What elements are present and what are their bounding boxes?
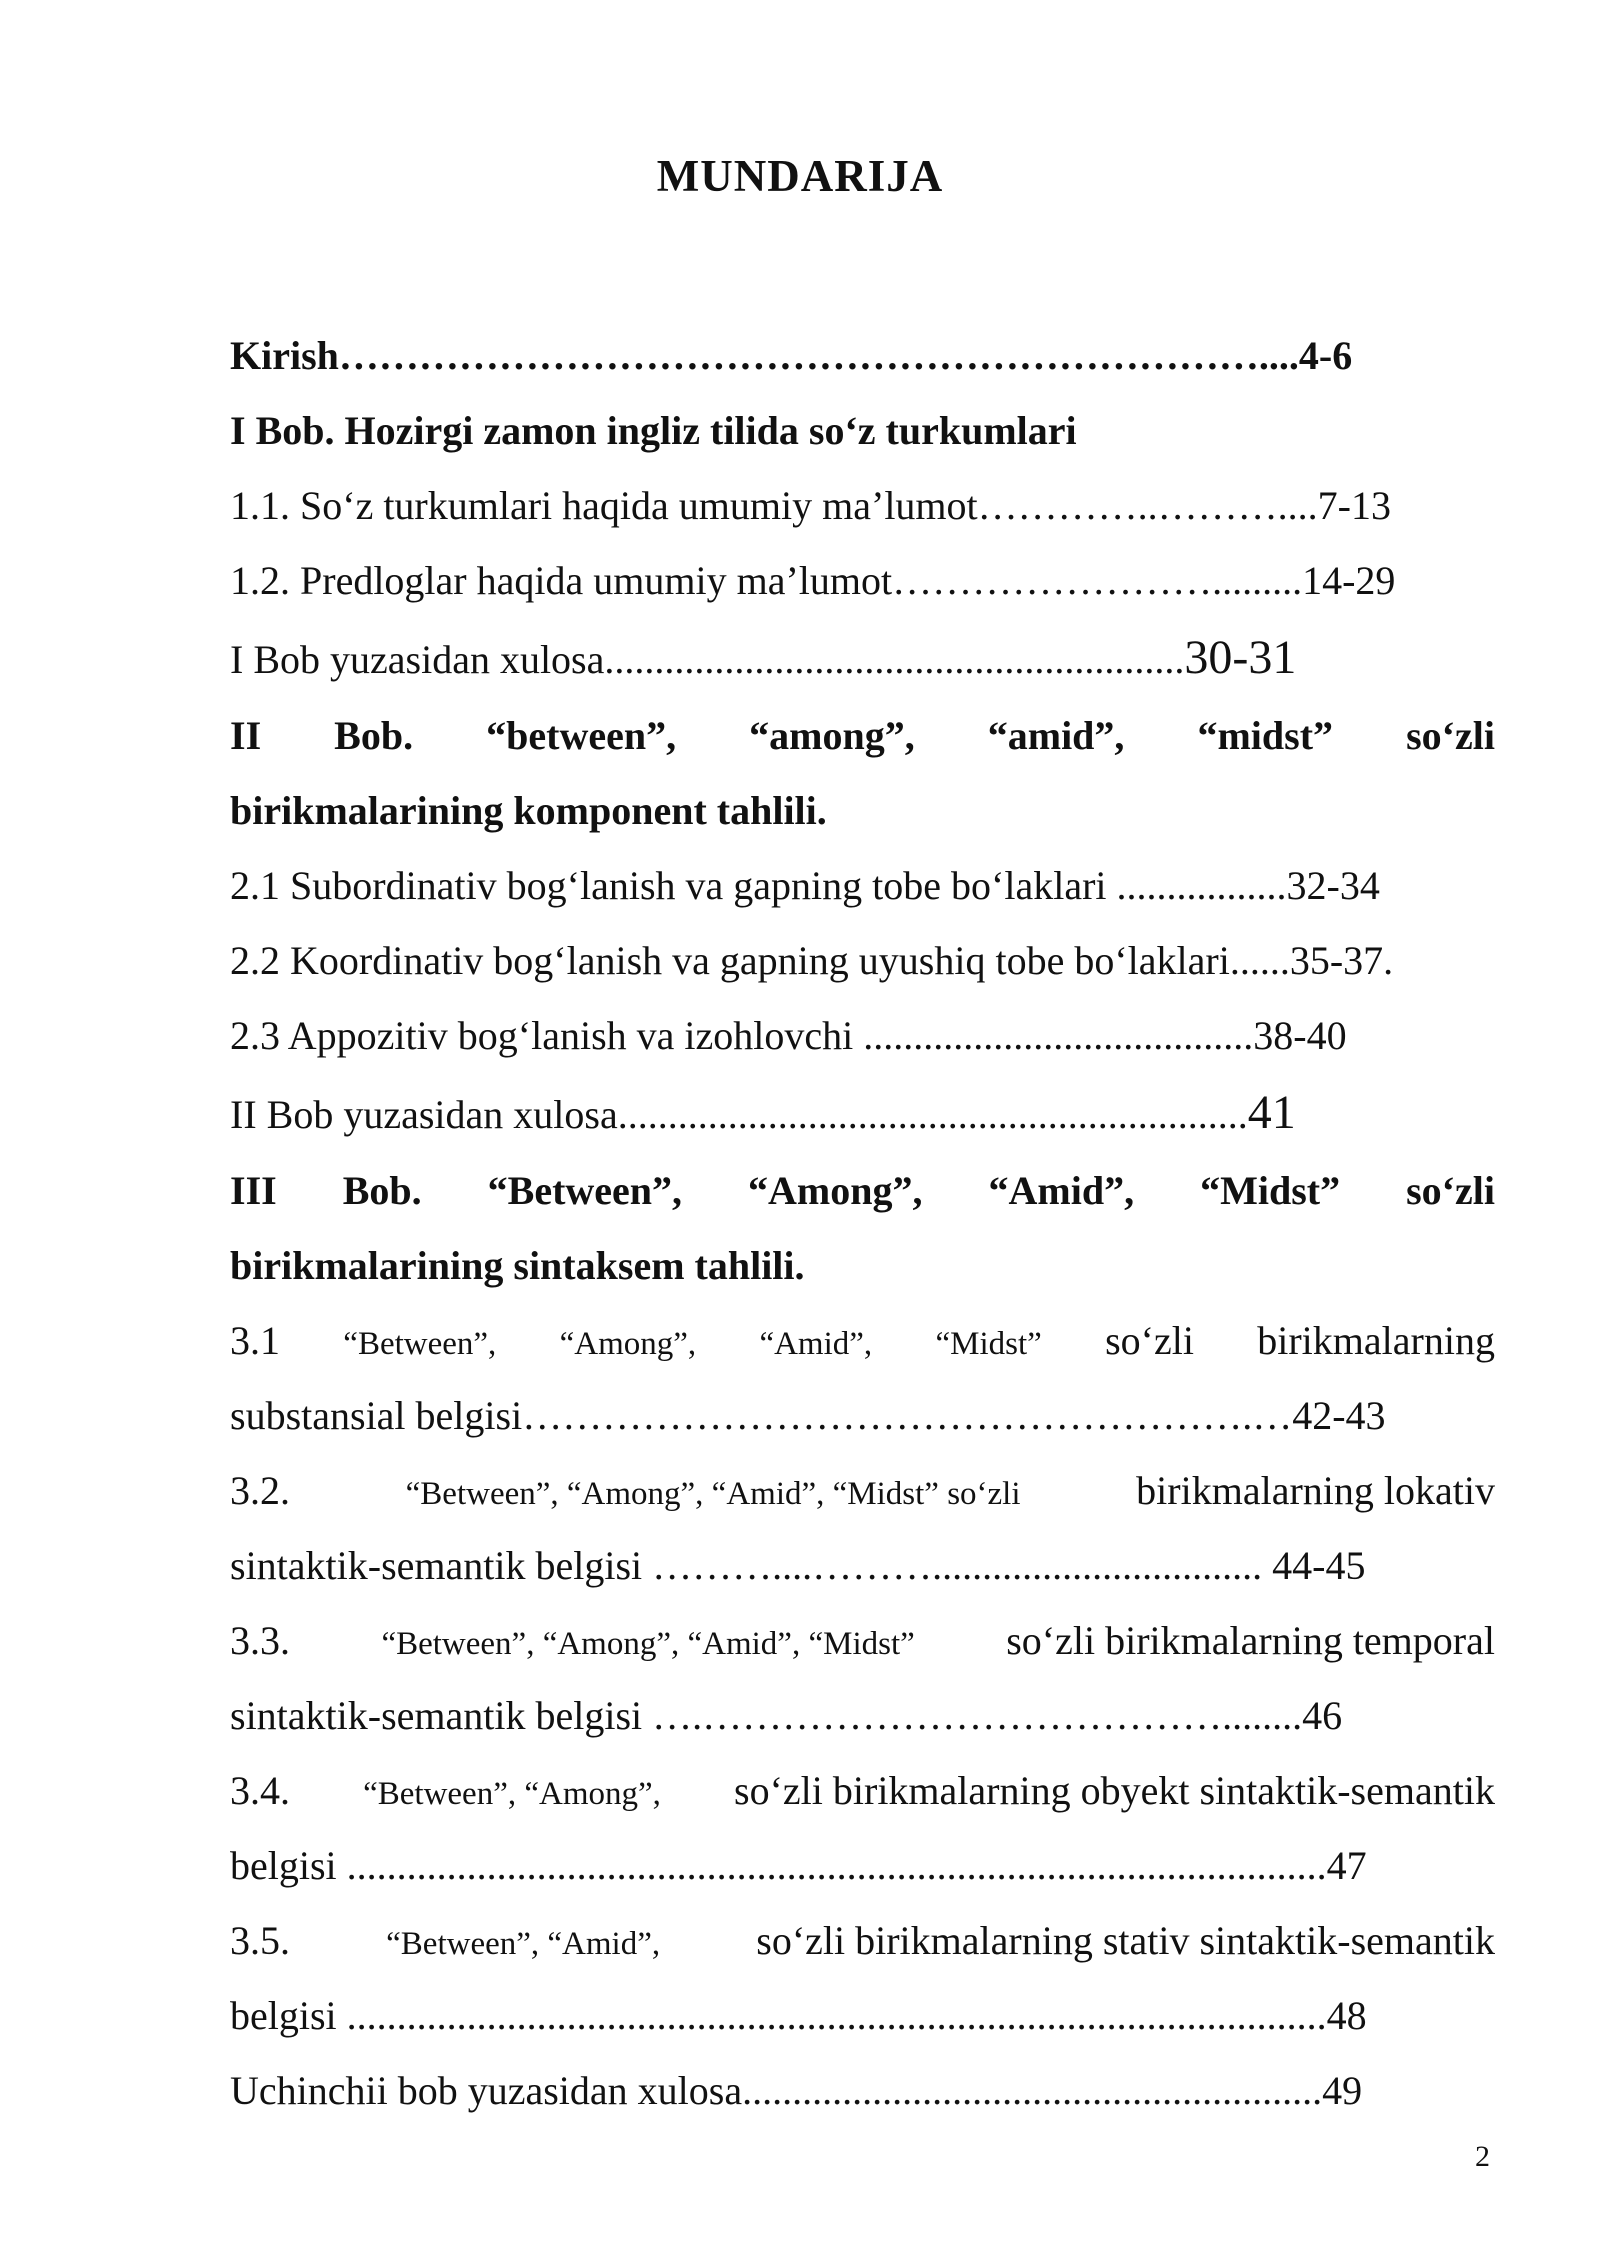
table-of-contents <box>230 318 1495 2128</box>
entry-3-1-word: “Between”, <box>343 1326 497 1362</box>
entry-number: 3.4. <box>230 1768 290 1813</box>
chapter-2-word: “amid”, <box>987 713 1125 758</box>
entry-3-1-word: “Among”, <box>559 1326 697 1362</box>
chapter-3-word: “Amid”, <box>988 1168 1135 1213</box>
entry-number: 3.5. <box>230 1918 290 1963</box>
chapter-3-word: “Midst” <box>1200 1168 1341 1213</box>
conclusion-page: 41 <box>1247 1086 1296 1139</box>
toc-entry-chapter-1-conclusion <box>230 618 1495 698</box>
toc-entry-2-3: 2.3 Appozitiv bog‘lanish va izohlovchi .......................................38-40 <box>230 1013 1347 1058</box>
chapter-2-word: “midst” <box>1197 713 1334 758</box>
toc-entry-3-1-line-1 <box>230 1303 1495 1378</box>
toc-chapter-2-title-line-1 <box>230 698 1495 773</box>
chapter-3-word: “Between”, <box>487 1168 683 1213</box>
conclusion-text: I Bob yuzasidan xulosa.......................................................... <box>230 637 1185 682</box>
entry-quoted-words: “Between”, “Among”, <box>363 1776 661 1812</box>
toc-entry-1-1: 1.1. So‘z turkumlari haqida umumiy ma’lumot…………..………....7-13 <box>230 483 1391 528</box>
page-title: MUNDARIJA <box>656 151 944 201</box>
toc-entry-3-2-line-2: sintaktik-semantik belgisi ………....………................................. 44-45 <box>230 1543 1366 1588</box>
entry-3-1-word: “Amid”, <box>759 1326 873 1362</box>
toc-chapter-3-title-line-2: birikmalarining sintaksem tahlili. <box>230 1243 805 1288</box>
toc-chapter-1-title: I Bob. Hozirgi zamon ingliz tilida so‘z turkumlari <box>230 408 1077 453</box>
chapter-3-word: Bob. <box>342 1168 422 1213</box>
toc-entry-1-2: 1.2. Predloglar haqida umumiy ma’lumot…………………….........14-29 <box>230 558 1396 603</box>
toc-entry-3-3-line-2: sintaktik-semantik belgisi ….…………………………………........46 <box>230 1693 1343 1738</box>
entry-3-1-word: so‘zli <box>1105 1318 1194 1363</box>
toc-entry-3-4-line-2: belgisi ..................................................................................................47 <box>230 1843 1367 1888</box>
entry-3-1-word: “Midst” <box>935 1326 1042 1362</box>
entry-3-1-word: birikmalarning <box>1257 1318 1495 1363</box>
toc-entry-chapter-3-conclusion: Uchinchii bob yuzasidan xulosa..........................................................49 <box>230 2068 1363 2113</box>
conclusion-text: II Bob yuzasidan xulosa............................................................... <box>230 1092 1248 1137</box>
entry-rest: birikmalarning lokativ <box>1136 1468 1495 1513</box>
conclusion-page: 30-31 <box>1184 631 1297 684</box>
chapter-3-word: III <box>230 1168 277 1213</box>
toc-entry-3-2-line-1 <box>230 1453 1495 1528</box>
entry-quoted-words: “Between”, “Among”, “Amid”, “Midst” <box>381 1626 915 1662</box>
chapter-3-word: so‘zli <box>1406 1168 1495 1213</box>
toc-entry-3-3-line-1 <box>230 1603 1495 1678</box>
toc-entry-2-1: 2.1 Subordinativ bog‘lanish va gapning tobe bo‘laklari .................32-34 <box>230 863 1380 908</box>
chapter-2-word: Bob. <box>334 713 414 758</box>
chapter-2-word: II <box>230 713 262 758</box>
toc-chapter-2-title-line-2: birikmalarining komponent tahlili. <box>230 788 827 833</box>
entry-rest: so‘zli birikmalarning stativ sintaktik-semantik <box>756 1918 1495 1963</box>
entry-quoted-words: “Between”, “Among”, “Amid”, “Midst” so‘zli <box>405 1476 1021 1512</box>
chapter-2-word: “among”, <box>749 713 915 758</box>
toc-chapter-3-title-line-1 <box>230 1153 1495 1228</box>
toc-entry-2-2: 2.2 Koordinativ bog‘lanish va gapning uyushiq tobe bo‘laklari......35-37. <box>230 938 1394 983</box>
chapter-2-word: “between”, <box>486 713 677 758</box>
toc-entry-chapter-2-conclusion <box>230 1073 1495 1153</box>
chapter-3-word: “Among”, <box>748 1168 923 1213</box>
entry-rest: so‘zli birikmalarning temporal <box>1006 1618 1495 1663</box>
entry-quoted-words: “Between”, “Amid”, <box>386 1926 661 1962</box>
toc-entry-3-5-line-1 <box>230 1903 1495 1978</box>
entry-number: 3.2. <box>230 1468 290 1513</box>
entry-number: 3.3. <box>230 1618 290 1663</box>
page-number: 2 <box>1475 2140 1490 2173</box>
toc-entry-3-1-line-2: substansial belgisi……………………………………………….…42-43 <box>230 1393 1386 1438</box>
toc-entry-3-4-line-1 <box>230 1753 1495 1828</box>
entry-rest: so‘zli birikmalarning obyekt sintaktik-semantik <box>734 1768 1495 1813</box>
toc-entry-3-5-line-2: belgisi ..................................................................................................48 <box>230 1993 1367 2038</box>
chapter-2-word: so‘zli <box>1406 713 1495 758</box>
entry-3-1-word: 3.1 <box>230 1318 280 1363</box>
toc-entry-kirish: Kirish……………………………………………………………....4-6 <box>230 333 1353 378</box>
